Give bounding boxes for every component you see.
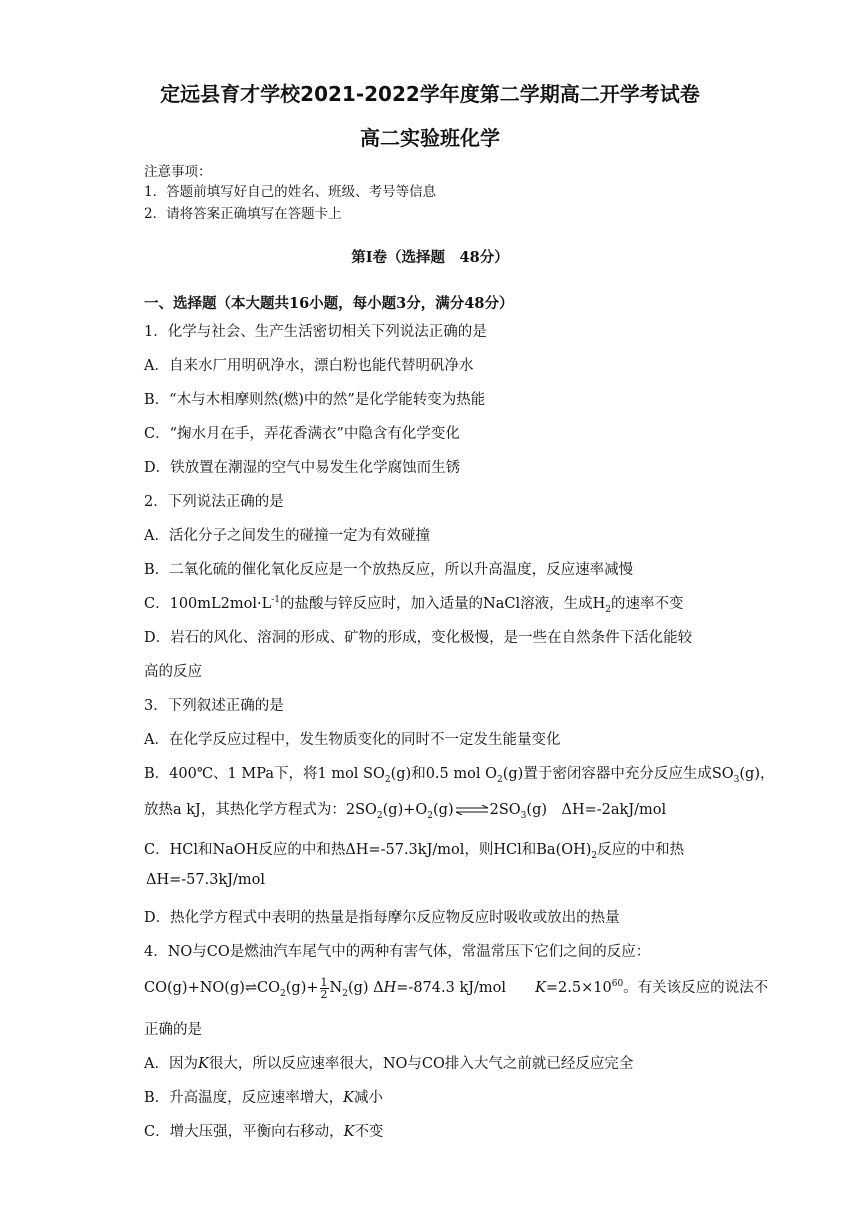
q4-a-text-2: 很大，所以反应速率很大，NO与CO排入大气之前就已经反应完全 — [208, 1056, 634, 1072]
q2-option-d-line1: D．岩石的风化、溶洞的形成、矿物的形成，变化极慢，是一些在自然条件下活化能较 — [144, 630, 693, 646]
q2-option-d-line2: 高的反应 — [144, 664, 202, 680]
q2-option-c — [144, 592, 683, 615]
q4-eq-k-symbol: K — [535, 980, 546, 996]
q3-b-text-4: (g)， — [739, 766, 775, 782]
note-item-2: 2．请将答案正确填写在答题卡上 — [144, 206, 342, 222]
q3-b-eq-mid-sub: 2 — [427, 810, 434, 821]
q4-fraction-numerator: 1 — [320, 975, 328, 989]
q1-option-a: A．自来水厂用明矾净水，漂白粉也能代替明矾净水 — [144, 358, 474, 374]
q4-eq-tail: 。有关该反应的说法不 — [623, 980, 769, 996]
q4-eq-sub-1: 2 — [280, 988, 286, 999]
q2-c-exponent: -1 — [271, 595, 281, 606]
q2-c-text-2: 的盐酸与锌反应时，加入适量的NaCl溶液，生成 — [280, 596, 593, 612]
q4-a-k-symbol: K — [197, 1056, 209, 1072]
q4-fraction-denominator: 2 — [320, 987, 328, 1001]
q4-b-k-symbol: K — [343, 1090, 354, 1106]
q3-b-equation-intro: 放热a kJ，其热化学方程式为： — [144, 802, 346, 818]
q3-b-sub-2: 2 — [497, 774, 503, 785]
q4-fraction — [320, 977, 329, 1000]
q2-c-unit: ·L — [257, 596, 272, 612]
equilibrium-arrow-icon — [454, 805, 490, 815]
notes-heading: 注意事项： — [144, 164, 212, 180]
q3-b-sub-1: 2 — [384, 774, 391, 785]
q1-option-d: D．铁放置在潮湿的空气中易发生化学腐蚀而生锈 — [144, 460, 461, 476]
q3-c-text-1: C．HCl和NaOH反应的中和热ΔH=-57.3kJ/mol，则HCl和Ba(OH) — [144, 842, 592, 858]
exam-title: 定远县育才学校2021-2022学年度第二学期高二开学考试卷 — [160, 82, 700, 106]
q4-eq-text-3: (g) Δ — [347, 980, 384, 996]
q3-b-eq-right: 2SO — [489, 802, 521, 818]
part-heading: 一、选择题（本大题共16小题，每小题3分，满分48分） — [144, 295, 514, 312]
q4-option-c — [144, 1120, 383, 1141]
q3-b-sub-3: 3 — [733, 774, 740, 785]
q1-option-c: C．“掬水月在手，弄花香满衣”中隐含有化学变化 — [144, 426, 460, 442]
q3-option-d: D．热化学方程式中表明的热量是指每摩尔反应物反应时吸收或放出的热量 — [144, 910, 620, 926]
q3-c-sub: 2 — [591, 850, 598, 861]
q2-c-hydrogen: H — [592, 596, 606, 612]
q4-eq-k-exponent: 60 — [611, 979, 624, 990]
q3-b-text-2: (g)和0.5 mol O — [390, 766, 497, 782]
q4-eq-text-2: (g)+ — [285, 980, 319, 996]
note-item-1: 1．答题前填写好自己的姓名、班级、考号等信息 — [144, 184, 437, 200]
q3-b-eq-right-sub: 3 — [520, 810, 527, 821]
q4-eq-text-1: CO(g)+NO(g)⇌CO — [144, 980, 281, 996]
q4-eq-enthalpy-value: =-874.3 kJ/mol — [396, 980, 536, 996]
q3-option-a: A．在化学反应过程中，发生物质变化的同时不一定发生能量变化 — [144, 732, 561, 748]
q3-option-c-line2: ΔH=-57.3kJ/mol — [146, 872, 266, 888]
q4-c-text-2: 不变 — [354, 1124, 384, 1140]
q4-stem: 4．NO与CO是燃油汽车尾气中的两种有害气体，常温常压下它们之间的反应： — [144, 944, 651, 960]
q3-stem: 3．下列叙述正确的是 — [144, 698, 284, 714]
q4-option-b — [144, 1086, 383, 1107]
q4-b-text-1: B．升高温度，反应速率增大， — [144, 1090, 344, 1106]
q3-b-eq-mid-2: (g) — [433, 802, 454, 818]
q4-eq-enthalpy-symbol: H — [383, 980, 397, 996]
q4-eq-k-value: =2.5×10 — [545, 980, 612, 996]
q3-c-text-2: 反应的中和热 — [597, 842, 685, 858]
q3-b-eq-left-sub: 2 — [376, 810, 383, 821]
exam-subtitle: 高二实验班化学 — [360, 126, 500, 150]
q2-c-text-1: C．100mL2mol — [144, 596, 257, 612]
section-title: 第I卷（选择题 48分） — [351, 249, 509, 266]
q2-option-b: B．二氧化硫的催化氧化反应是一个放热反应，所以升高温度，反应速率减慢 — [144, 562, 634, 578]
q3-b-text-1: B．400℃、1 MPa下，将1 mol SO — [144, 766, 385, 782]
q2-stem: 2．下列说法正确的是 — [144, 494, 284, 510]
q4-a-text-1: A．因为 — [144, 1056, 198, 1072]
q4-c-text-1: C．增大压强，平衡向右移动， — [144, 1124, 344, 1140]
q4-eq-nitrogen: N — [329, 980, 343, 996]
q4-eq-sub-2: 2 — [342, 988, 348, 999]
q4-equation — [144, 976, 768, 1000]
q2-option-a: A．活化分子之间发生的碰撞一定为有效碰撞 — [144, 528, 430, 544]
q3-b-eq-right-2: (g) ΔH=-2akJ/mol — [526, 802, 667, 818]
q4-stem-line2: 正确的是 — [144, 1022, 202, 1038]
q3-b-text-3: (g)置于密闭容器中充分反应生成SO — [502, 766, 734, 782]
q1-stem: 1．化学与社会、生产生活密切相关下列说法正确的是 — [144, 324, 487, 340]
q3-option-b-line1 — [144, 762, 775, 785]
q4-c-k-symbol: K — [343, 1124, 355, 1140]
q3-b-eq-mid: (g)+O — [382, 802, 428, 818]
q1-option-b: B．“木与木相摩则然(燃)中的然”是化学能转变为热能 — [144, 392, 486, 408]
q2-c-text-3: 的速率不变 — [610, 596, 684, 612]
q4-b-text-2: 减小 — [354, 1090, 383, 1106]
q4-option-a — [144, 1052, 633, 1073]
q3-option-b-line2 — [144, 798, 666, 821]
q3-option-c-line1 — [144, 838, 684, 861]
q3-b-eq-left: 2SO — [345, 802, 377, 818]
q2-c-hydrogen-sub: 2 — [605, 604, 611, 615]
